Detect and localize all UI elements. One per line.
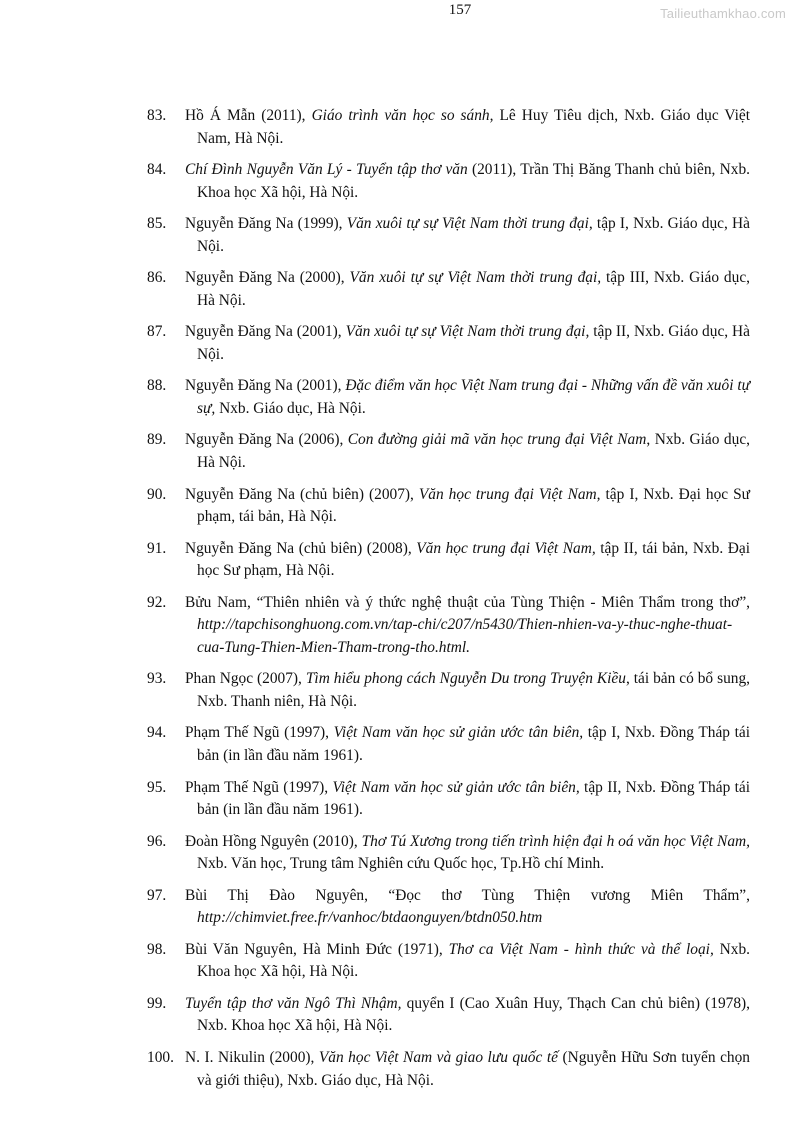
- reference-text: [185, 321, 750, 366]
- reference-title-italic: Đặc điểm văn học Việt Nam trung đại - Những vấn đề văn xuôi tự sự,: [197, 377, 750, 417]
- reference-text: [185, 939, 750, 984]
- reference-text-segment: tập I, Nxb. Đại học Sư phạm, tái bản, Hà Nội.: [197, 485, 751, 526]
- reference-number: 97.: [147, 886, 167, 904]
- reference-item: [147, 1047, 750, 1092]
- reference-text-segment: tập II, tái bản, Nxb. Đại học Sư phạm, Hà Nội.: [197, 539, 750, 580]
- reference-text-segment: Nguyễn Đăng Na (2001),: [185, 323, 346, 341]
- reference-text-segment: Lê Huy Tiêu dịch, Nxb. Giáo dục Việt Nam, Hà Nội.: [197, 107, 750, 147]
- reference-number: 88.: [147, 377, 167, 395]
- reference-text: [185, 885, 750, 930]
- reference-item: [147, 159, 750, 204]
- reference-text-segment: Nxb. Khoa học Xã hội, Hà Nội.: [197, 940, 751, 981]
- reference-text: [185, 993, 750, 1038]
- watermark: Tailieuthamkhao.com: [660, 6, 786, 21]
- reference-number: 85.: [147, 215, 167, 233]
- reference-text: [185, 831, 750, 876]
- reference-text: [185, 429, 750, 474]
- reference-item: [147, 668, 750, 713]
- reference-title-italic: Văn học Việt Nam và giao lưu quốc tế: [318, 1048, 558, 1066]
- reference-text-segment: , Nxb. Giáo dục, Hà Nội.: [197, 431, 750, 472]
- reference-text: [185, 1047, 750, 1092]
- reference-number: 83.: [147, 107, 167, 124]
- reference-text: [185, 213, 750, 258]
- reference-item: [147, 267, 750, 312]
- reference-text-segment: tập II, Nxb. Giáo dục, Hà Nội.: [197, 323, 750, 363]
- reference-number: 84.: [147, 161, 167, 179]
- reference-item: [147, 885, 750, 930]
- reference-text-segment: Nguyễn Đăng Na (chủ biên) (2008),: [185, 539, 417, 557]
- reference-text-segment: , tái bản có bổ sung, Nxb. Thanh niên, Hà Nội.: [197, 670, 751, 710]
- reference-title-italic: Tìm hiểu phong cách Nguyễn Du trong Truyện Kiều: [305, 670, 626, 688]
- reference-title-italic: Văn xuôi tự sự Việt Nam thời trung đại,: [346, 215, 593, 233]
- reference-text-segment: tập I, Nxb. Giáo dục, Hà Nội.: [197, 215, 750, 255]
- reference-text: [185, 777, 750, 822]
- reference-text-segment: Bùi Văn Nguyên, Hà Minh Đức (1971),: [185, 940, 449, 958]
- reference-text: [185, 538, 750, 583]
- reference-title-italic: http://chimviet.free.fr/vanhoc/btdaonguyen/btdn050.htm: [197, 909, 543, 927]
- reference-text: [185, 375, 750, 420]
- reference-text-segment: Bùi Thị Đào Nguyên, “Đọc thơ Tùng Thiện vương Miên Thẩm”,: [185, 886, 750, 904]
- reference-item: [147, 538, 750, 583]
- reference-number: 96.: [147, 832, 167, 850]
- reference-text-segment: tập I, Nxb. Đồng Tháp tái bản (in lần đầu năm 1961).: [197, 724, 751, 765]
- reference-item: [147, 592, 750, 660]
- reference-text-segment: tập II, Nxb. Đồng Tháp tái bản (in lần đầu năm 1961).: [197, 778, 751, 819]
- reference-item: [147, 213, 750, 258]
- reference-text-segment: Nguyễn Đăng Na (chủ biên) (2007),: [185, 485, 419, 503]
- reference-list: [147, 105, 750, 1101]
- reference-item: [147, 321, 750, 366]
- reference-item: [147, 105, 750, 150]
- reference-number: 90.: [147, 485, 167, 503]
- reference-number: 92.: [147, 593, 167, 611]
- reference-text: [185, 484, 750, 529]
- reference-title-italic: Việt Nam văn học sử giản ước tân biên,: [333, 724, 584, 742]
- reference-number: 87.: [147, 323, 167, 341]
- reference-text-segment: Phan Ngọc (2007),: [185, 670, 306, 688]
- reference-item: [147, 993, 750, 1038]
- reference-number: 94.: [147, 724, 167, 742]
- reference-text: [185, 592, 750, 660]
- reference-number: 91.: [147, 539, 167, 557]
- reference-title-italic: Việt Nam văn học sử giản ước tân biên,: [332, 778, 580, 796]
- reference-text-segment: (2011), Trần Thị Băng Thanh chủ biên, Nxb. Khoa học Xã hội, Hà Nội.: [197, 161, 750, 201]
- reference-item: [147, 429, 750, 474]
- reference-text-segment: tập III, Nxb. Giáo dục, Hà Nội.: [197, 269, 751, 309]
- reference-title-italic: Văn xuôi tự sự Việt Nam thời trung đại,: [349, 269, 602, 287]
- reference-title-italic: Thơ ca Việt Nam - hình thức và thể loại,: [448, 940, 714, 958]
- reference-text: [185, 159, 750, 204]
- reference-number: 98.: [147, 940, 167, 958]
- reference-text-segment: Đoàn Hồng Nguyên (2010),: [185, 832, 362, 850]
- reference-title-italic: http://tapchisonghuong.com.vn/tap-chi/c207/n5430/Thien-nhien-va-y-thuc-nghe-thuat-cua-Tung-Thien-Mien-Tham-trong-tho.html.: [197, 616, 733, 656]
- reference-text-segment: Nxb. Giáo dục, Hà Nội.: [215, 399, 366, 417]
- reference-number: 100.: [147, 1048, 174, 1066]
- reference-item: [147, 831, 750, 876]
- reference-item: [147, 939, 750, 984]
- reference-number: 89.: [147, 431, 167, 449]
- reference-number: 86.: [147, 269, 167, 287]
- reference-text: [185, 668, 750, 713]
- reference-item: [147, 777, 750, 822]
- reference-text-segment: Nguyễn Đăng Na (2001),: [185, 377, 346, 395]
- reference-text: [185, 267, 750, 312]
- reference-text-segment: Nguyễn Đăng Na (1999),: [185, 215, 347, 233]
- reference-text: [185, 722, 750, 767]
- reference-item: [147, 375, 750, 420]
- reference-title-italic: Văn học trung đại Việt Nam,: [418, 485, 601, 503]
- reference-text-segment: (Nguyễn Hữu Sơn tuyển chọn và giới thiệu), Nxb. Giáo dục, Hà Nội.: [197, 1048, 750, 1089]
- reference-title-italic: Văn học trung đại Việt Nam,: [416, 539, 596, 557]
- page-number: 157: [448, 2, 472, 18]
- reference-text-segment: Nguyễn Đăng Na (2006),: [185, 431, 348, 449]
- reference-text-segment: N. I. Nikulin (2000),: [185, 1048, 319, 1066]
- reference-text-segment: Phạm Thế Ngũ (1997),: [185, 724, 334, 742]
- reference-text-segment: Bửu Nam, “Thiên nhiên và ý thức nghệ thuật của Tùng Thiện - Miên Thẩm trong thơ”,: [185, 593, 750, 611]
- reference-title-italic: Thơ Tú Xương trong tiến trình hiện đại h oá văn học Việt Nam,: [361, 832, 750, 850]
- reference-title-italic: Giáo trình văn học so sánh,: [311, 107, 494, 124]
- reference-item: [147, 722, 750, 767]
- reference-text-segment: Nxb. Văn học, Trung tâm Nghiên cứu Quốc học, Tp.Hồ chí Minh.: [197, 855, 605, 873]
- reference-number: 99.: [147, 994, 167, 1012]
- reference-text-segment: Nguyễn Đăng Na (2000),: [185, 269, 350, 287]
- reference-title-italic: Chí Đình Nguyễn Văn Lý - Tuyển tập thơ văn: [185, 161, 468, 179]
- reference-text-segment: Hồ Á Mẫn (2011),: [185, 107, 312, 124]
- reference-title-italic: Con đường giải mã văn học trung đại Việt Nam: [347, 431, 647, 449]
- reference-number: 95.: [147, 778, 167, 796]
- reference-text-segment: Phạm Thế Ngũ (1997),: [185, 778, 333, 796]
- reference-item: [147, 484, 750, 529]
- reference-text-segment: quyển I (Cao Xuân Huy, Thạch Can chủ biên) (1978), Nxb. Khoa học Xã hội, Hà Nội.: [197, 994, 750, 1035]
- reference-text: [185, 105, 750, 150]
- reference-title-italic: Văn xuôi tự sự Việt Nam thời trung đại,: [345, 323, 590, 341]
- reference-number: 93.: [147, 670, 167, 688]
- reference-title-italic: Tuyển tập thơ văn Ngô Thì Nhậm,: [185, 994, 402, 1012]
